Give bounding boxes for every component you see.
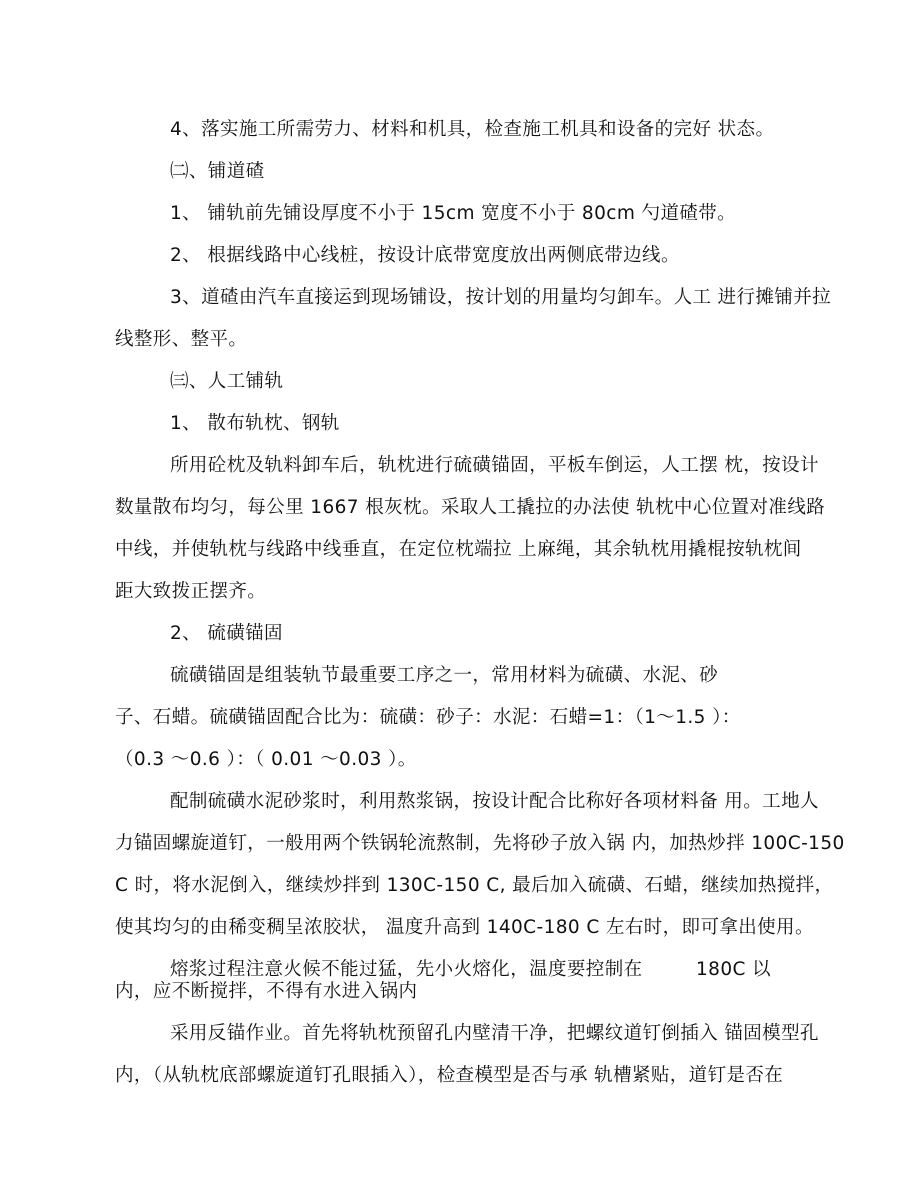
text-line: 距大致拨正摆齐。 xyxy=(115,581,267,602)
text-line: 2、 根据线路中心线桩，按设计底带宽度放出两侧底带边线。 xyxy=(170,245,680,266)
text-line: （0.3 ～0.6 ）：（ 0.01 ～0.03 ）。 xyxy=(115,749,417,770)
section-heading: ㈡、铺道碴 xyxy=(170,161,265,182)
text-line: 使其均匀的由稀变稠呈浓胶状， 温度升高到 140C-180 C 左右时，即可拿出使用。 xyxy=(115,917,814,938)
subsection-heading: 2、 硫磺锚固 xyxy=(170,623,283,644)
text-line: C 时，将水泥倒入，继续炒拌到 130C-150 C, 最后加入硫磺、石蜡，继续加热搅拌， xyxy=(115,875,834,896)
text-line: 3、道碴由汽车直接运到现场铺设，按计划的用量均匀卸车。人工 进行摊铺并拉 xyxy=(170,287,832,308)
text-line: 熔浆过程注意火候不能过猛，先小火熔化，温度要控制在 xyxy=(170,959,643,980)
text-line: 线整形、整平。 xyxy=(115,329,248,350)
text-line: 硫磺锚固是组装轨节最重要工序之一，常用材料为硫磺、水泥、砂 xyxy=(170,665,719,686)
text-line: 1、 铺轨前先铺设厚度不小于 15cm 宽度不小于 80cm 勺道碴带。 xyxy=(170,203,737,224)
text-line: 配制硫磺水泥砂浆时，利用熬浆锅，按设计配合比称好各项材料备 用。工地人 xyxy=(170,791,819,812)
text-line: 内，（从轨枕底部螺旋道钉孔眼插入），检查模型是否与承 轨槽紧贴，道钉是否在 xyxy=(115,1065,784,1086)
text-line: 所用砼枕及轨料卸车后，轨枕进行硫磺锚固，平板车倒运，人工摆 枕，按设计 xyxy=(170,455,819,476)
text-line: 中线，并使轨枕与线路中线垂直，在定位枕端拉 上麻绳，其余轨枕用撬棍按轨枕间 xyxy=(115,539,802,560)
text-line: 内，应不断搅拌，不得有水进入锅内 xyxy=(115,981,418,1002)
text-line: 力锚固螺旋道钉，一般用两个铁锅轮流熬制，先将砂子放入锅 内，加热炒拌 100C-150 xyxy=(115,833,845,854)
section-heading: ㈢、人工铺轨 xyxy=(170,371,284,392)
text-line-tail: 180C 以 xyxy=(696,959,772,980)
text-line: 采用反锚作业。首先将轨枕预留孔内壁清干净，把螺纹道钉倒插入 锚固模型孔 xyxy=(170,1023,819,1044)
text-line: 4、落实施工所需劳力、材料和机具，检查施工机具和设备的完好 状态。 xyxy=(170,119,775,140)
text-line: 数量散布均匀，每公里 1667 根灰枕。采取人工撬拉的办法使 轨枕中心位置对准线路 xyxy=(115,497,826,518)
subsection-heading: 1、 散布轨枕、钢轨 xyxy=(170,413,340,434)
text-line: 子、石蜡。硫磺锚固配合比为：硫磺：砂子：水泥：石蜡=1：（1～1.5 ）： xyxy=(115,707,741,728)
